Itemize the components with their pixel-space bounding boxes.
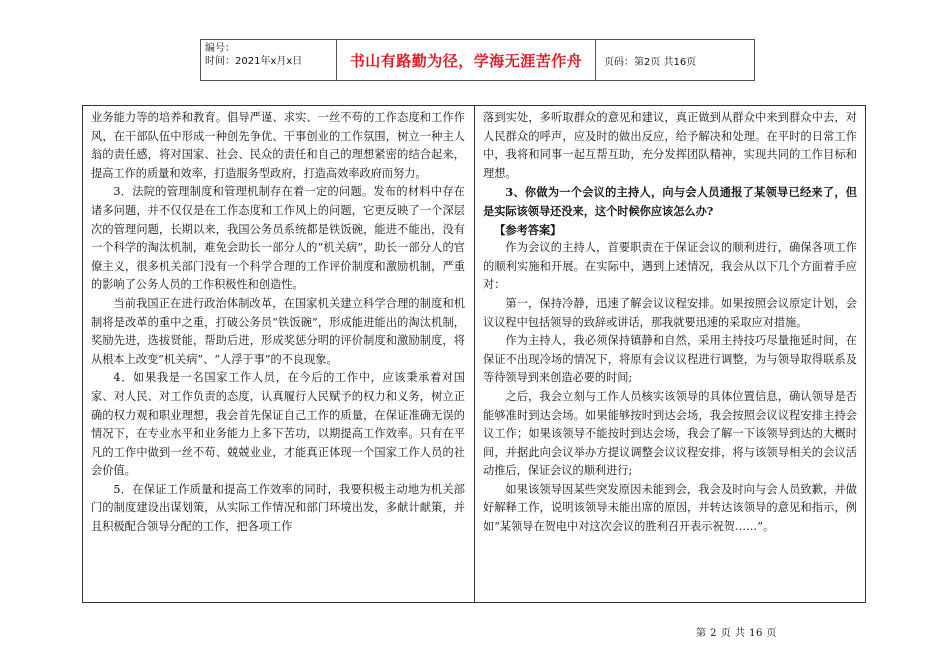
content-frame — [82, 105, 866, 603]
paragraph: 落到实处，多听取群众的意见和建议，真正做到从群众中来到群众中去，对人民群众的呼声，应及时的做出反应，给予解决和处理。在平时的日常工作中，我将和同事一起互帮互助，充分发挥团队精神，实现共同的工作目标和理想。 — [483, 111, 857, 180]
page-footer: 第 2 页 共 16 页 — [696, 628, 777, 639]
question-heading: 3、你做为一个会议的主持人，向与会人员通报了某领导已经来了，但是实际该领导还没来，这个时候你应该怎么办? — [483, 185, 857, 218]
motto-text: 书山有路勤为径，学海无涯苦作舟 — [337, 40, 596, 80]
time-label: 时间：2021年x月x日 — [205, 56, 303, 67]
paragraph: 作为主持人，我必须保持镇静和自然，采用主持技巧尽量拖延时间，在保证不出现冷场的情况下，将原有会议议程进行调整，为与领导取得联系及等待领导到来创造必要的时间; — [483, 334, 857, 385]
paragraph: 作为会议的主持人，首要职责在于保证会议的顺利进行，确保各项工作的顺利实施和开展。在实际中，遇到上述情况，我会从以下几个方面着手应对： — [483, 241, 857, 292]
paragraph: 如果该领导因某些突发原因未能到会，我会及时向与会人员致歉，并做好解释工作，说明该领导未能出席的原因，并转达该领导的意见和指示，例如“某领导在贺电中对这次会议的胜利召开表示祝贺……”。 — [483, 482, 857, 534]
right-column — [483, 109, 857, 537]
paragraph: 业务能力等的培养和教育。倡导严谨、求实、一丝不苟的工作态度和工作作风，在干部队伍中形成一种创先争优、干事创业的工作氛围，树立一种主人翁的责任感，将对国家、社会、民众的责任和自己的理想紧密的结合起来，提高工作的质量和效率，打造服务型政府，打造高效率政府而努力。 — [91, 111, 465, 180]
number-label: 编号： — [205, 43, 235, 54]
header-info-cell — [201, 40, 337, 80]
paragraph: 第一，保持冷静，迅速了解会议议程安排。如果按照会议原定计划，会议议程中包括领导的致辞或讲话，那我就要迅速的采取应对措施。 — [483, 296, 857, 329]
page-header — [200, 39, 755, 81]
paragraph: 4．如果我是一名国家工作人员，在今后的工作中，应该秉承着对国家、对人民、对工作负责的态度，认真履行人民赋予的权力和义务，树立正确的权力观和职业理想，我会首先保证自己工作的质量，在保证准确无误的情况下，在专业水平和业务能力上多下苦功，以期提高工作效率。只有在平凡的工作中做到一丝不苟、兢兢业业，才能真正体现一个国家工作人员的社会价值。 — [91, 371, 465, 478]
paragraph: 当前我国正在进行政治体制改革，在国家机关建立科学合理的制度和机制将是改革的重中之重，打破公务员“铁饭碗”，形成能进能出的淘汰机制，奖励先进，选拔贤能，帮助后进，形成奖惩分明的评价制度和激励制度，将从根本上改变“机关病”、“人浮于事”的不良现象。 — [91, 296, 465, 366]
page-label: 页码：第2页 共16页 — [604, 56, 697, 68]
left-column — [91, 109, 465, 537]
paragraph: 之后，我会立刻与工作人员核实该领导的具体位置信息，确认领导是否能够准时到达会场。如果能够按时到达会场，我会按照会议议程安排主持会议工作；如果该领导不能按时到达会场，我会了解一下该领导到达的大概时间，并据此向会议举办方提议调整会议议程安排，将与该领导相关的会议活动推后，保证会议的顺利进行; — [483, 389, 857, 478]
column-divider — [474, 106, 475, 602]
paragraph: 5．在保证工作质量和提高工作效率的同时，我要积极主动地为机关部门的制度建设出谋划策，从实际工作情况和部门环境出发，多献计献策，并且积极配合领导分配的工作，把各项工作 — [91, 482, 465, 534]
paragraph: 3．法院的管理制度和管理机制存在着一定的问题。发布的材料中存在诸多问题，并不仅仅是在工作态度和工作风上的问题，它更反映了一个深层次的管理问题，长期以来，我国公务员系统都是铁饭碗，能进不能出，没有一个科学的淘汰机制，难免会助长一部分人的“机关病”，助长一部分人的官僚主义，很多机关部门没有一个科学合理的工作评价制度和激励机制，严重的影响了公务人员的工作积极性和创造性。 — [91, 185, 465, 292]
answer-label: 【参考答案】 — [494, 222, 562, 237]
